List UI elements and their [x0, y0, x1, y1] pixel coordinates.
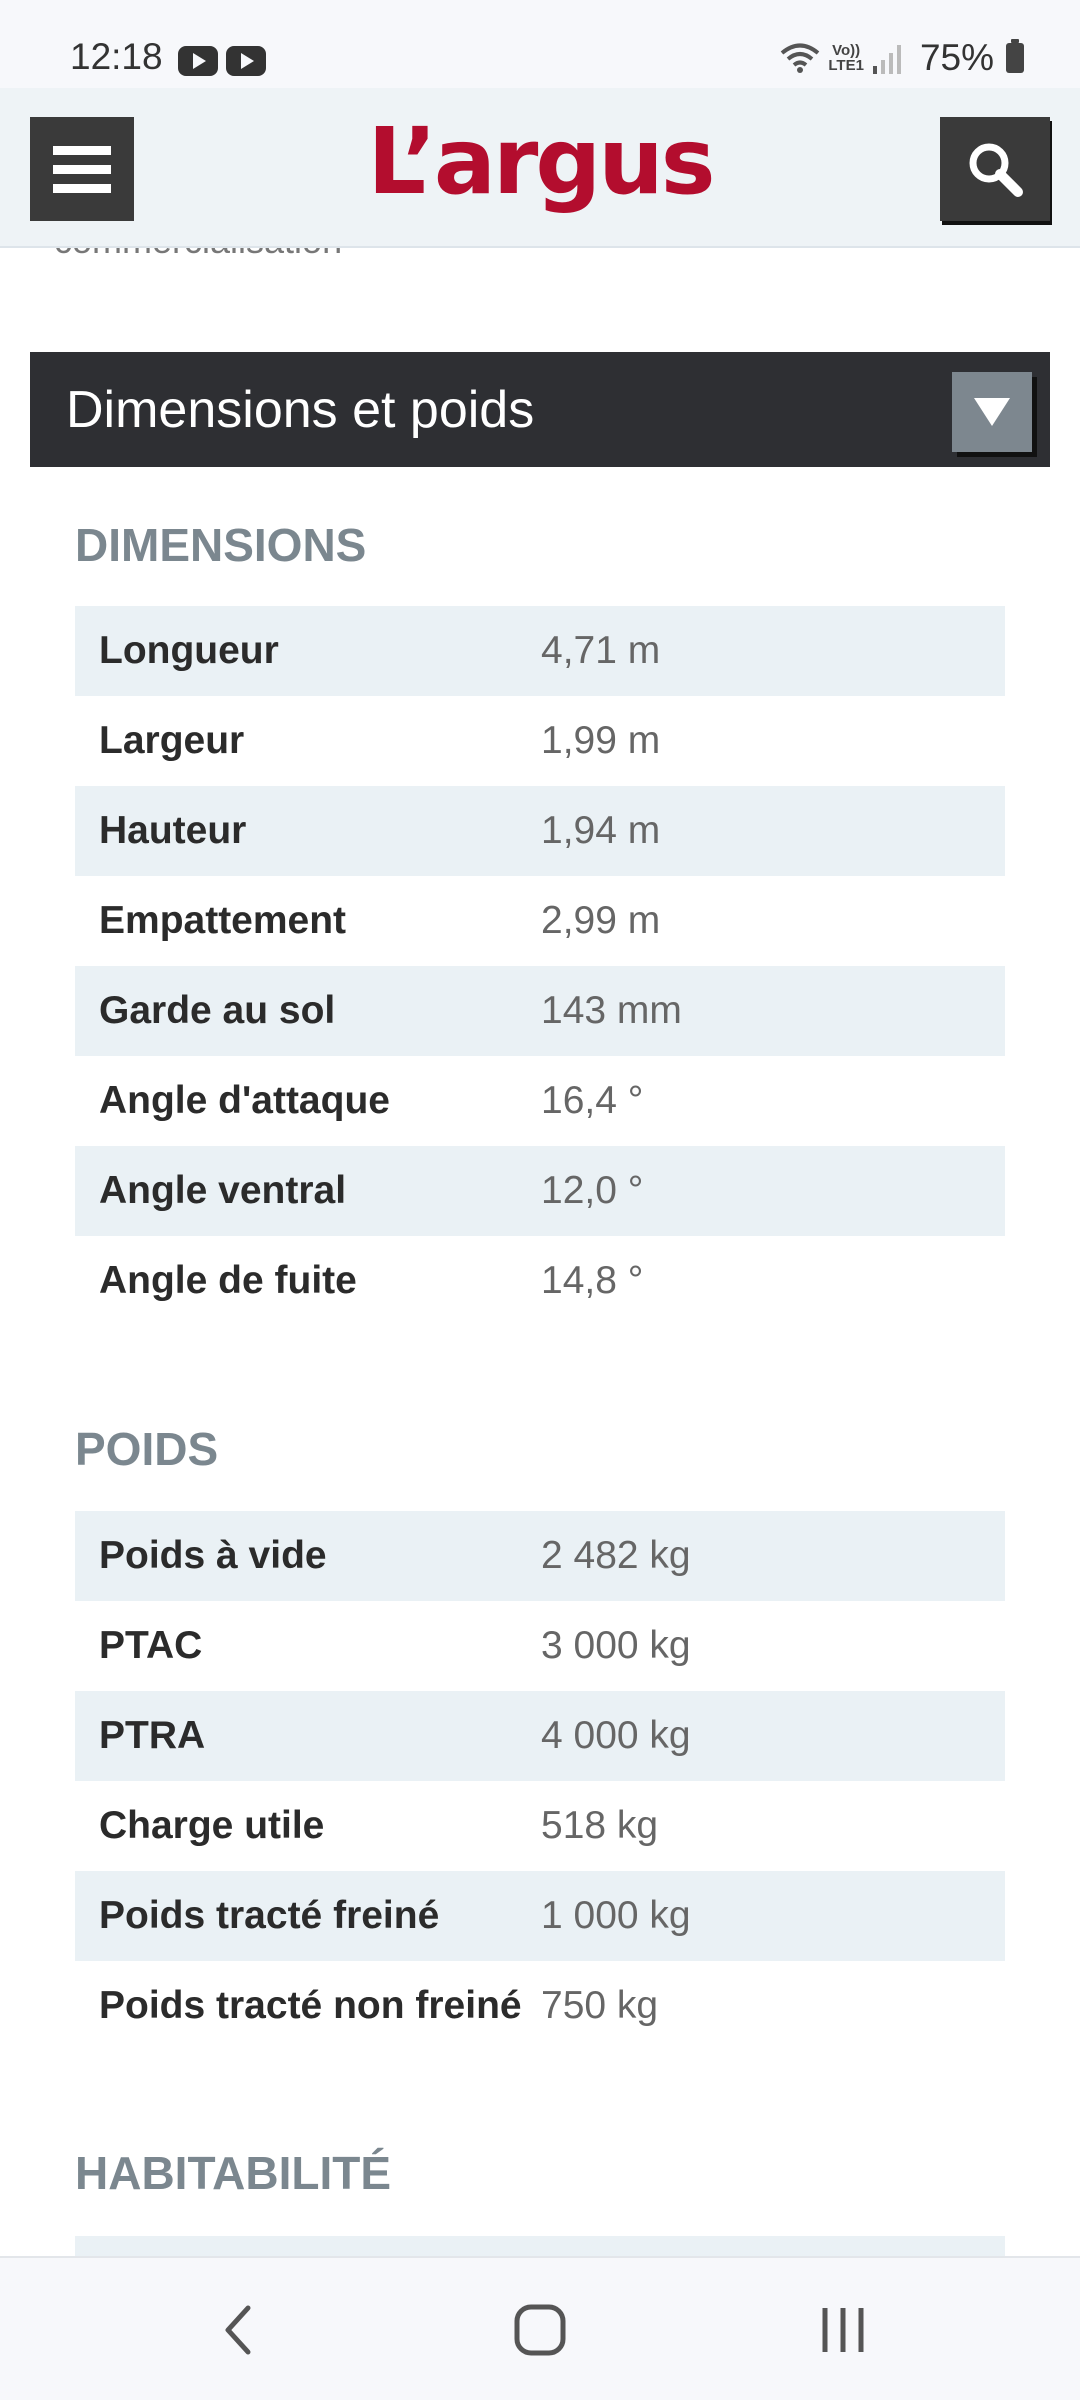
spec-value: 12,0 °: [541, 1169, 644, 1212]
spec-value: 1 000 kg: [541, 1894, 691, 1937]
spec-label: Hauteur: [99, 809, 247, 852]
volte-label: Vo)): [832, 42, 861, 59]
spec-value: 4 000 kg: [541, 1714, 691, 1757]
table-row: [75, 1056, 1005, 1146]
battery-percentage: 75%: [919, 37, 994, 78]
spec-value: 143 mm: [541, 989, 682, 1032]
table-row: [75, 786, 1005, 876]
table-row: [75, 696, 1005, 786]
site-header: [0, 88, 1080, 248]
search-icon: [965, 139, 1025, 199]
youtube-icon: [226, 46, 266, 76]
spec-label: Angle de fuite: [99, 1259, 357, 1302]
spec-label: Poids à vide: [99, 1534, 327, 1577]
spec-value: 14,8 °: [541, 1259, 644, 1302]
spec-label: Charge utile: [99, 1804, 325, 1847]
chevron-down-icon[interactable]: [952, 372, 1032, 452]
spec-label: Longueur: [99, 629, 279, 672]
youtube-icon: [178, 46, 218, 76]
table-row: [75, 1961, 1005, 2051]
spec-label: PTRA: [99, 1714, 206, 1757]
table-row: [75, 1871, 1005, 1961]
dimensions-table: [75, 606, 1005, 1326]
table-row: [75, 606, 1005, 696]
group-heading-poids: POIDS: [75, 1423, 219, 1475]
group-heading-habitabilite: HABITABILITÉ: [75, 2147, 392, 2199]
table-row: [75, 1236, 1005, 1326]
signal-icon: [872, 42, 902, 74]
lte-label: LTE1: [828, 57, 864, 74]
table-row: [75, 2236, 1005, 2256]
table-row: [75, 1691, 1005, 1781]
spec-value: 2 482 kg: [541, 1534, 691, 1577]
spec-label: Poids tracté freiné: [99, 1894, 440, 1937]
home-icon: [512, 2302, 568, 2358]
back-icon: [218, 2300, 258, 2360]
status-time: 12:18: [70, 36, 163, 77]
section-header[interactable]: [30, 352, 1050, 467]
spec-value: 1,94 m: [541, 809, 661, 852]
battery-icon: [1006, 43, 1024, 73]
spec-label: Poids tracté non freiné: [99, 1984, 522, 2027]
table-row: [75, 1511, 1005, 1601]
table-row: [75, 966, 1005, 1056]
site-logo[interactable]: L’argus: [367, 108, 713, 215]
navigation-bar: [0, 2256, 1080, 2400]
recents-icon: [815, 2302, 871, 2358]
recents-button[interactable]: [783, 2258, 903, 2400]
table-row: [75, 876, 1005, 966]
spec-value: 750 kg: [541, 1984, 659, 2027]
spec-label: Angle ventral: [99, 1169, 347, 1212]
wifi-icon: [780, 42, 820, 74]
group-heading-dimensions: DIMENSIONS: [75, 519, 367, 571]
spec-label: Angle d'attaque: [99, 1079, 390, 1122]
poids-table: [75, 1511, 1005, 2051]
table-row: [75, 1781, 1005, 1871]
spec-value: 518 kg: [541, 1804, 659, 1847]
spec-value: 3 000 kg: [541, 1624, 691, 1667]
section-title: Dimensions et poids: [66, 381, 535, 439]
search-button[interactable]: [940, 117, 1050, 221]
status-bar: [0, 0, 1080, 88]
table-row: [75, 1601, 1005, 1691]
spec-value: 4,71 m: [541, 629, 661, 672]
spec-value: 1,99 m: [541, 719, 661, 762]
spec-value: 2,99 m: [541, 899, 661, 942]
table-row: [75, 1146, 1005, 1236]
volte-indicator: [828, 43, 864, 73]
home-button[interactable]: [480, 2258, 600, 2400]
spec-label: Empattement: [99, 899, 347, 942]
spec-label: Garde au sol: [99, 989, 336, 1032]
back-button[interactable]: [178, 2258, 298, 2400]
spec-label: PTAC: [99, 1624, 203, 1667]
spec-value: 16,4 °: [541, 1079, 644, 1122]
spec-label: Largeur: [99, 719, 245, 762]
